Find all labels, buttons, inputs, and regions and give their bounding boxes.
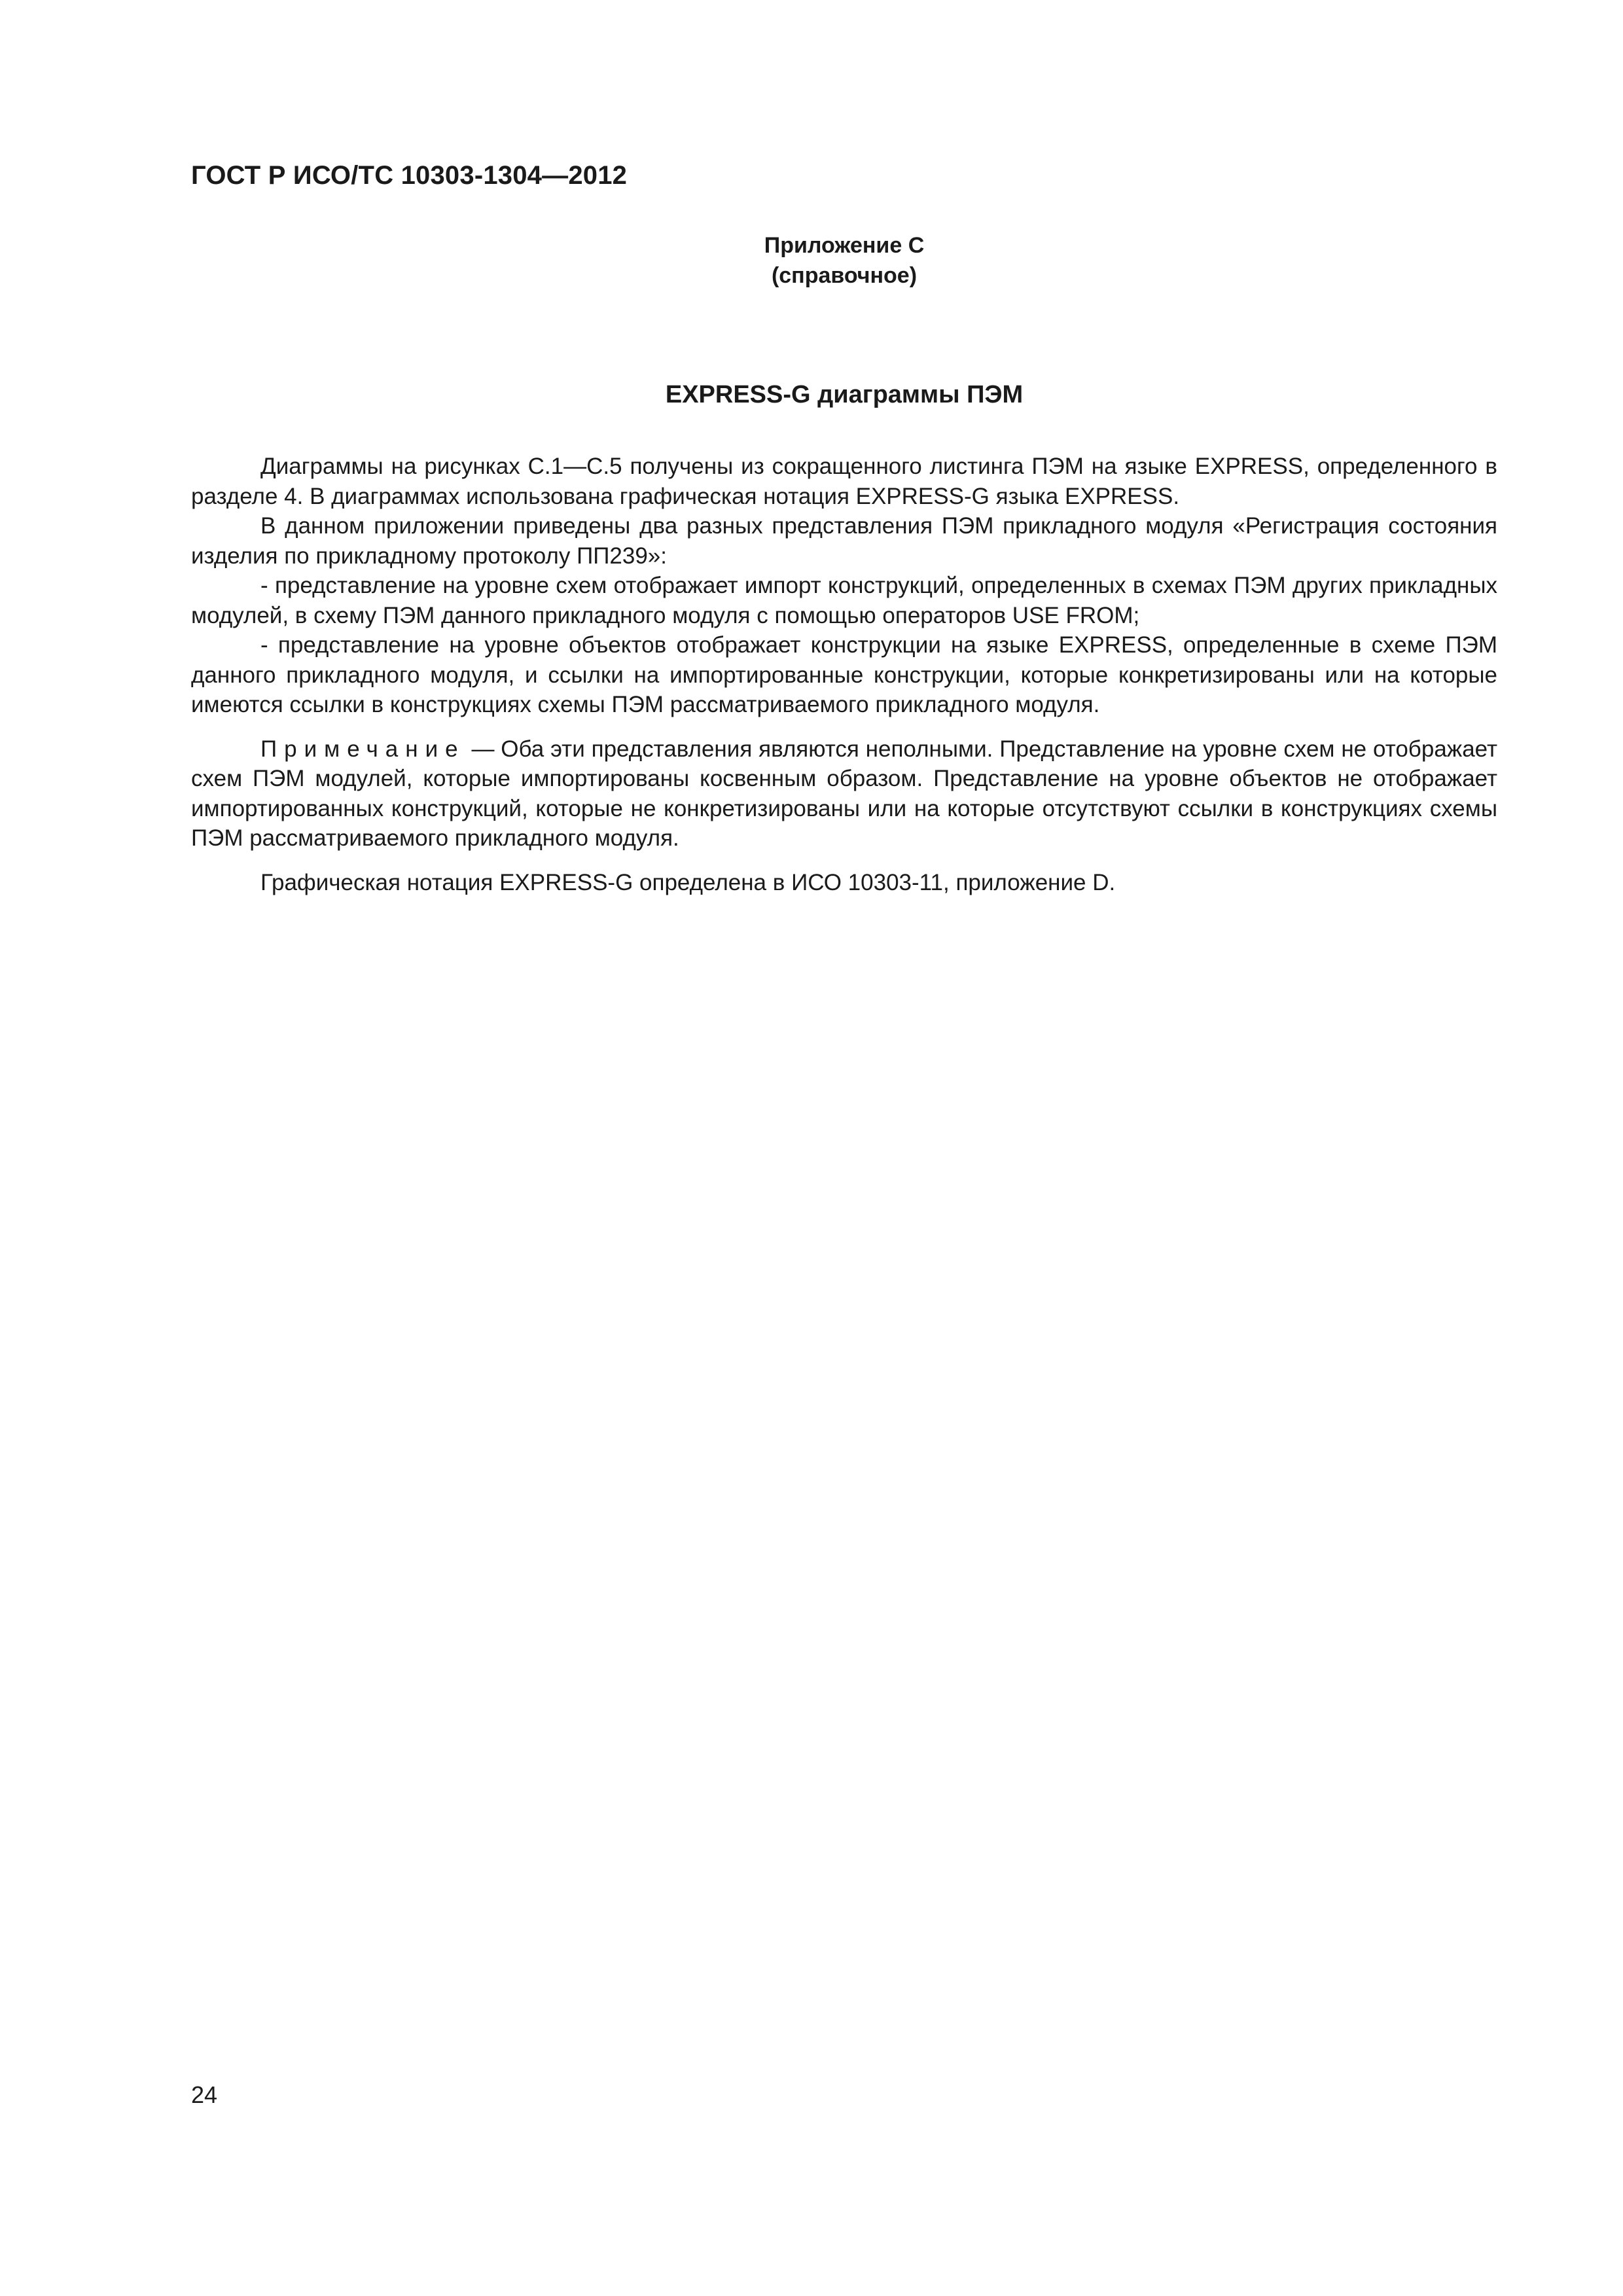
paragraph-diagrams-source: Диаграммы на рисунках С.1—С.5 получены из сокращенного листинга ПЭМ на языке EXPRESS, определенного в разделе 4. В диаграммах использована графическая нотация EXPRESS-G языка EXPRESS. bbox=[191, 454, 1497, 509]
annex-title: Приложение С bbox=[764, 233, 925, 258]
body-text bbox=[191, 452, 1497, 897]
annex-status: (справочное) bbox=[771, 263, 918, 288]
paragraph-two-representations: В данном приложении приведены два разных представления ПЭМ прикладного модуля «Регистрация состояния изделия по прикладному протоколу ПП239»: bbox=[191, 513, 1497, 569]
note-text: — Оба эти представления являются неполными. Представление на уровне схем не отображает схем ПЭМ модулей, которые импортированы косвенным образом. Представление на уровне объектов не отображает импортированных конструкций, которые не конкретизированы или на которые отсутствуют ссылки в конструкциях схемы ПЭМ рассматриваемого прикладного модуля. bbox=[191, 736, 1497, 851]
paragraph-schema-level: - представление на уровне схем отображает импорт конструкций, определенных в схемах ПЭМ других прикладных модулей, в схему ПЭМ данного прикладного модуля с помощью операторов USE FROM; bbox=[191, 573, 1497, 628]
paragraph-notation-reference: Графическая нотация EXPRESS-G определена в ИСО 10303-11, приложение D. bbox=[260, 869, 1116, 895]
standard-designation: ГОСТ Р ИСО/ТС 10303-1304—2012 bbox=[191, 161, 628, 190]
note-label: Примечание bbox=[260, 736, 465, 762]
annex-heading bbox=[191, 230, 1497, 291]
paragraph-entity-level: - представление на уровне объектов отображает конструкции на языке EXPRESS, определенные в схеме ПЭМ данного прикладного модуля, и ссылки на импортированные конструкции, которые конкретизированы или на которые имеются ссылки в конструкциях схемы ПЭМ рассматриваемого прикладного модуля. bbox=[191, 632, 1497, 717]
note-paragraph bbox=[191, 734, 1497, 853]
section-title: EXPRESS-G диаграммы ПЭМ bbox=[665, 381, 1024, 408]
page-number: 24 bbox=[191, 2081, 218, 2108]
